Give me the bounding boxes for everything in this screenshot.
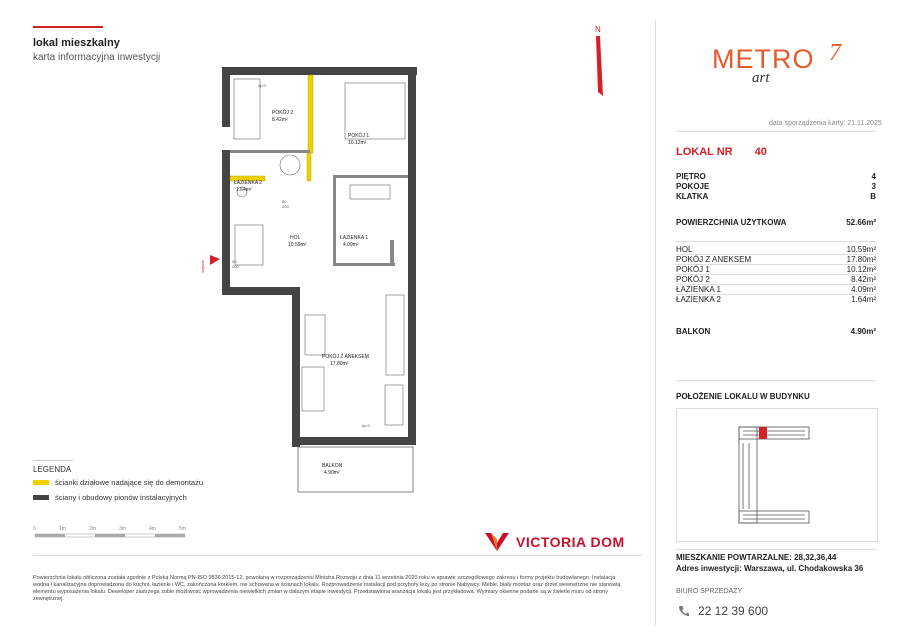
north-arrow-icon (583, 20, 613, 100)
legend-swatch-dark (33, 495, 49, 500)
phone-icon (678, 605, 690, 617)
lokal-number-row (676, 146, 767, 158)
scale-label: 2m (89, 526, 96, 532)
plan-pokoj1-area: 10.12m² (348, 140, 367, 146)
info-stair: KLATKA B (676, 192, 876, 201)
scale-label: 3m (119, 526, 126, 532)
similar-units: MIESZKANIE POWTARZALNE: 28,32,36,44 (676, 553, 837, 562)
plan-hp: hp 0 (258, 83, 266, 88)
scale-label: 1m (59, 526, 66, 532)
logo-metro: METRO (712, 44, 815, 74)
plan-pokoj2-area: 8.42m² (272, 117, 288, 123)
plan-aneks-area: 17.80m² (330, 361, 349, 367)
room-row: POKÓJ 1 10.12m² (676, 265, 876, 274)
room-row: ŁAZIENKA 1 4.09m² (676, 285, 876, 294)
entrance-arrow-icon (210, 255, 220, 265)
north-label: N (595, 25, 601, 34)
sales-office-label: BIURO SPRZEDAŻY (676, 588, 743, 595)
room-row: POKÓJ 2 8.42m² (676, 275, 876, 284)
plan-lazienka2-area: 1.64m² (236, 187, 252, 193)
divider (676, 241, 876, 242)
legend-item-demountable: ścianki działowe nadające się do demontażu (33, 478, 203, 487)
plan-lazienka1-area: 4.09m² (343, 242, 359, 248)
plan-pokoj2: POKÓJ 2 (272, 110, 294, 116)
plan-hol-area: 10.59m² (288, 242, 307, 248)
plan-hp-2: hp 0 (362, 423, 370, 428)
top-accent-line (33, 26, 103, 28)
legend-rule (33, 460, 73, 461)
victoria-dom-logo-icon (484, 531, 510, 553)
divider (676, 380, 876, 381)
plan-entrance-height: 200 (232, 264, 239, 269)
room-row: POKÓJ Z ANEKSEM 17.80m² (676, 255, 876, 264)
developer-logo: VICTORIA DOM (484, 531, 625, 553)
plan-balkon: BALKON (322, 463, 343, 469)
lokal-number: 40 (754, 146, 767, 158)
plan-entrance-width: 90 (232, 259, 237, 264)
info-floor: PIĘTRO 4 (676, 172, 876, 181)
divider (33, 555, 643, 556)
sales-phone[interactable]: 22 12 39 600 (678, 604, 768, 618)
plan-door-height: 200 (282, 204, 289, 209)
plan-balkon-area: 4.90m² (324, 470, 340, 476)
divider (676, 549, 876, 550)
room-row: HOL 10.59m² (676, 245, 876, 254)
date-line: data sporządzenia karty: 21.11.2025 (769, 120, 882, 127)
column-divider (655, 20, 656, 625)
balcony-row: BALKON 4.90m² (676, 327, 876, 336)
plan-aneks: POKÓJ Z ANEKSEM (322, 354, 369, 360)
area-total: POWIERZCHNIA UŻYTKOWA 52.66m² (676, 218, 876, 227)
divider (676, 131, 876, 132)
plan-hol: HOL (290, 235, 301, 241)
info-rooms: POKOJE 3 (676, 182, 876, 191)
logo-number: 7 (829, 40, 841, 66)
page-title: lokal mieszkalny (33, 37, 120, 49)
legend-title: LEGENDA (33, 465, 72, 474)
plan-door-width: 80 (282, 199, 287, 204)
scale-label: 4m (149, 526, 156, 532)
investment-address: Adres inwestycji: Warszawa, ul. Chodakowska 36 (676, 564, 864, 573)
plan-lazienka2: ŁAZIENKA 2 (234, 180, 263, 186)
lokal-label: LOKAL NR (676, 146, 733, 158)
floor-plan (190, 55, 450, 500)
location-title: POŁOŻENIE LOKALU W BUDYNKU (676, 392, 810, 401)
logo-art: art (752, 70, 770, 86)
building-location-map (676, 408, 878, 542)
disclaimer: Powierzchnia lokalu obliczona została zgodnie z Polską Normą PN-ISO 9836:2015-12, powołaną w rozporządzeniu Ministra Rozwoju z dnia 11 września 2020 roku w sprawie szczegółowego zakresu i formy projektu budowlanego. Instalacja wodna i kanalizacyjna doprowadzona do kuchni, łazienki i WC, zakończona korkiem, nie schowana w ścianach lokalu. Rozprowadzenie instalacji pod przybory leży po stronie Nabywcy. Meble, biały montaż oraz drzwi wewnętrzne nie stanowią elementu wyposażenia lokalu. Deweloper zastrzega sobie możliwość wprowadzenia niewielkich zmian w dalszym etapie inwestycji. Przedstawiona aranżacja lokalu jest przykładowa. Wymiary okienne podane są w świetle muru od strony zewnętrznej. (33, 575, 621, 602)
legend-item-installation: ściany i obudowy pionów instalacyjnych (33, 493, 187, 502)
entrance-label: wejście (200, 259, 205, 273)
scale-label: 5m (179, 526, 186, 532)
page-subtitle: karta informacyjna inwestycji (33, 52, 161, 63)
scale-bar (33, 524, 198, 546)
plan-pokoj1: POKÓJ 1 (348, 133, 370, 139)
legend-swatch-yellow (33, 480, 49, 485)
scale-label: 0 (33, 526, 36, 532)
lokal-location-marker (759, 427, 767, 439)
room-row: ŁAZIENKA 2 1.64m² (676, 295, 876, 304)
plan-lazienka1: ŁAZIENKA 1 (340, 235, 369, 241)
